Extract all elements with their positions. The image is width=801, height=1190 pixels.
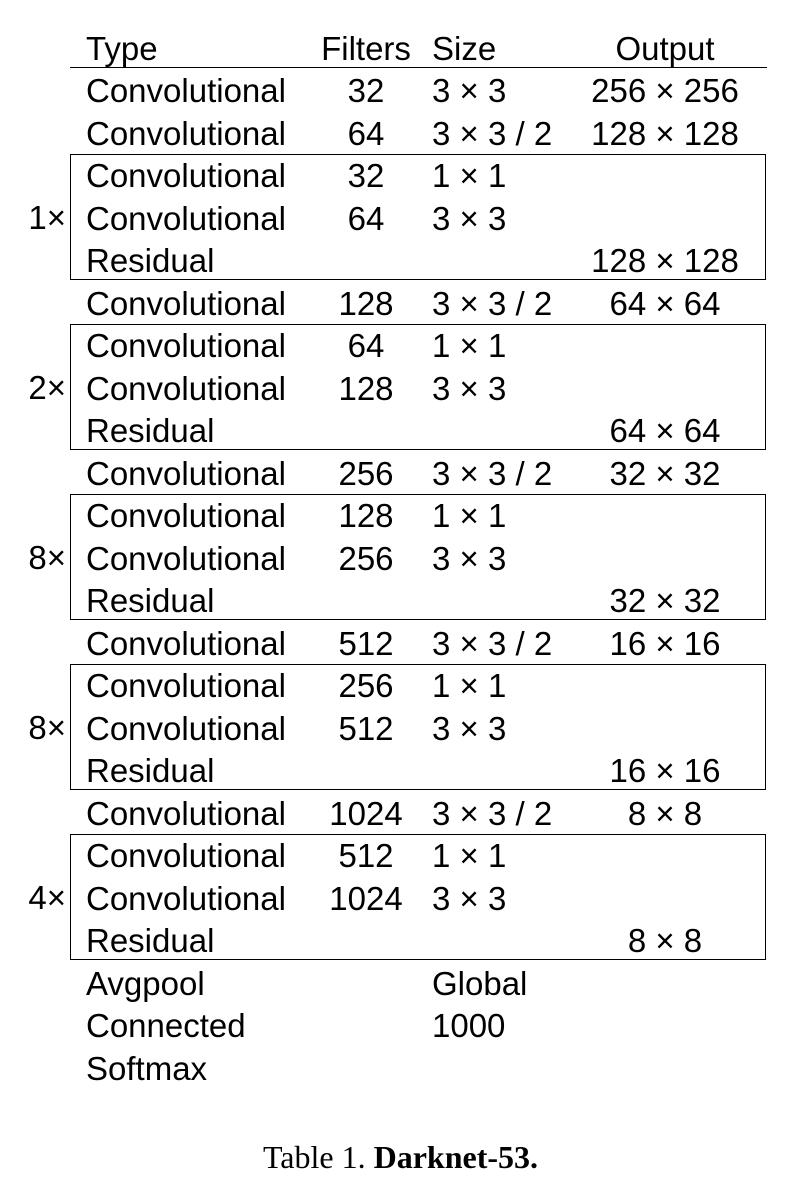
cell-size: 3 × 3 / 2 [432, 794, 553, 832]
cell-filters [315, 580, 417, 622]
cell-output: 8 × 8 [627, 922, 703, 959]
cell-filters: 512 [338, 624, 394, 662]
cell-filters [315, 920, 417, 962]
cell-output: 64 × 64 [609, 412, 721, 449]
cell-size: 1000 [432, 1007, 506, 1044]
cell-type: Convolutional [86, 624, 286, 662]
cell-size: 3 × 3 / 2 [432, 114, 553, 152]
cell-size: 3 × 3 [432, 879, 507, 917]
cell-type: Convolutional [86, 837, 286, 874]
cell-output [580, 835, 750, 877]
cell-filters: 256 [338, 454, 394, 492]
cell-type: Convolutional [86, 72, 286, 109]
cell-size: Global [432, 964, 528, 1002]
cell-output: 256 × 256 [591, 72, 739, 109]
cell-output: 128 × 128 [591, 114, 739, 152]
cell-filters [315, 750, 417, 792]
cell-type: Residual [86, 752, 215, 789]
cell-type: Avgpool [86, 964, 205, 1002]
cell-size: 1 × 1 [432, 497, 507, 534]
cell-type: Softmax [86, 1049, 208, 1087]
cell-type: Residual [86, 922, 215, 959]
cell-output: 128 × 128 [591, 242, 739, 279]
cell-output [580, 963, 750, 1005]
cell-type: Convolutional [86, 794, 286, 832]
cell-output [580, 878, 750, 920]
cell-size: 1 × 1 [432, 837, 507, 874]
cell-type: Connected [86, 1007, 246, 1044]
cell-filters [315, 240, 417, 282]
header-filters: Filters [321, 30, 411, 67]
cell-output [580, 665, 750, 707]
cell-filters [315, 410, 417, 452]
cell-filters: 128 [338, 284, 394, 322]
cell-size: 3 × 3 / 2 [432, 624, 553, 662]
cell-size: 3 × 3 / 2 [432, 284, 553, 322]
header-size: Size [432, 30, 497, 67]
cell-filters: 256 [338, 667, 394, 704]
cell-filters: 64 [347, 327, 385, 364]
cell-output [580, 368, 750, 410]
cell-size: 1 × 1 [432, 157, 507, 194]
cell-type: Convolutional [86, 709, 286, 747]
cell-filters: 1024 [329, 879, 403, 917]
cell-filters: 64 [347, 114, 385, 152]
cell-filters [315, 1048, 417, 1090]
cell-type: Convolutional [86, 539, 286, 577]
header-rule [70, 67, 767, 68]
cell-size: 3 × 3 [432, 369, 507, 407]
cell-type: Residual [86, 242, 215, 279]
cell-size: 3 × 3 [432, 709, 507, 747]
cell-size: 3 × 3 [432, 199, 507, 237]
cell-type: Convolutional [86, 157, 286, 194]
cell-size: 3 × 3 [432, 72, 507, 109]
cell-size: 1 × 1 [432, 667, 507, 704]
cell-output [580, 1048, 750, 1090]
cell-output [580, 198, 750, 240]
cell-output [580, 495, 750, 537]
cell-filters: 64 [347, 199, 385, 237]
cell-size: 3 × 3 [432, 539, 507, 577]
cell-output [580, 155, 750, 197]
repeat-label: 2× [28, 369, 66, 406]
cell-filters: 1024 [329, 794, 403, 832]
cell-type: Convolutional [86, 454, 286, 492]
cell-filters: 512 [338, 837, 394, 874]
cell-type: Residual [86, 582, 215, 619]
cell-type: Convolutional [86, 497, 286, 534]
cell-output: 32 × 32 [609, 454, 721, 492]
cell-filters [315, 1005, 417, 1047]
cell-filters: 128 [338, 369, 394, 407]
repeat-label: 8× [28, 709, 66, 746]
cell-type: Convolutional [86, 199, 286, 237]
cell-type: Convolutional [86, 879, 286, 917]
cell-output [580, 708, 750, 750]
cell-filters: 128 [338, 497, 394, 534]
cell-output: 8 × 8 [627, 794, 703, 832]
caption-prefix: Table 1. [262, 1139, 374, 1175]
repeat-label: 4× [28, 879, 66, 916]
cell-output: 16 × 16 [609, 624, 721, 662]
cell-type: Convolutional [86, 667, 286, 704]
table-caption [0, 1136, 801, 1178]
caption-title: Darknet-53. [373, 1139, 539, 1175]
cell-filters: 32 [347, 157, 385, 194]
cell-output [580, 1005, 750, 1047]
cell-size: 1 × 1 [432, 327, 507, 364]
cell-type: Convolutional [86, 114, 286, 152]
cell-output: 64 × 64 [609, 284, 721, 322]
header-output: Output [615, 30, 715, 67]
cell-type: Convolutional [86, 284, 286, 322]
cell-filters: 256 [338, 539, 394, 577]
cell-size: 3 × 3 / 2 [432, 454, 553, 492]
repeat-label: 8× [28, 539, 66, 576]
cell-filters: 32 [347, 72, 385, 109]
cell-output: 32 × 32 [609, 582, 721, 619]
cell-output [580, 538, 750, 580]
cell-output: 16 × 16 [609, 752, 721, 789]
cell-type: Convolutional [86, 327, 286, 364]
cell-filters [315, 963, 417, 1005]
header-type: Type [86, 30, 158, 67]
cell-filters: 512 [338, 709, 394, 747]
cell-type: Residual [86, 412, 215, 449]
cell-type: Convolutional [86, 369, 286, 407]
repeat-label: 1× [28, 199, 66, 236]
cell-output [580, 325, 750, 367]
